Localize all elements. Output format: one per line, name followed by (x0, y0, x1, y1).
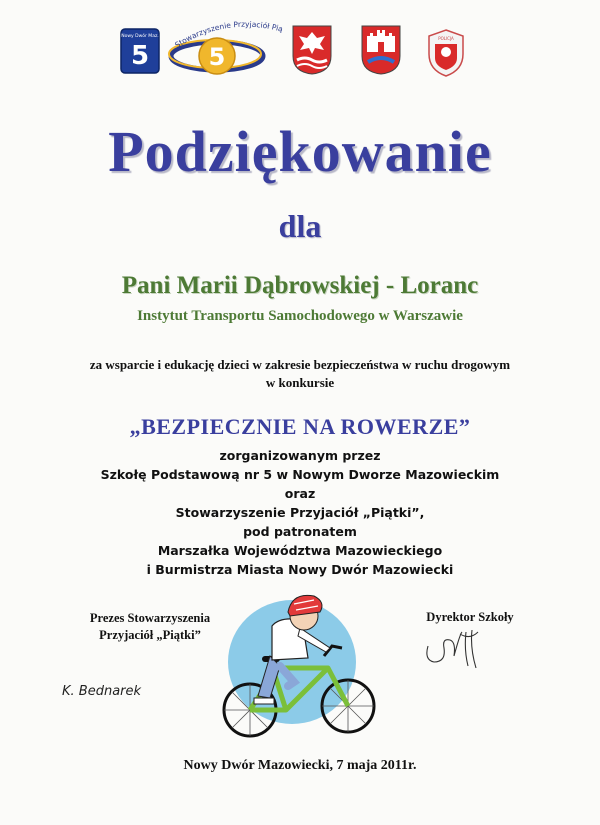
recipient-name: Pani Marii Dąbrowskiej - Loranc (121, 272, 479, 299)
castle-coat-of-arms-icon (360, 24, 402, 76)
signature-right-title: Dyrektor Szkoły (426, 610, 514, 624)
organizer-line: zorganizowanym przez (219, 448, 381, 463)
association-number: 5 (208, 43, 226, 71)
organizers-block (0, 446, 600, 579)
eagle-coat-of-arms-icon (291, 24, 333, 76)
signature-left-line-1: Prezes Stowarzyszenia (89, 611, 211, 625)
svg-text:POLICJA: POLICJA (438, 36, 454, 41)
place-date: Nowy Dwór Mazowiecki, 7 maja 2011r. (183, 758, 417, 773)
organizer-line: oraz (284, 486, 316, 501)
certificate-title: Podziękowanie (108, 119, 492, 184)
reason-line-2: w konkursie (265, 375, 335, 390)
organizer-line: Marszałka Województwa Mazowieckiego (157, 543, 443, 558)
for-label: dla (278, 208, 322, 244)
recipient-institution: Instytut Transportu Samochodowego w Warszawie (137, 308, 463, 324)
school-badge-number: 5 (130, 41, 150, 71)
police-logo-icon (425, 28, 467, 78)
organizer-line: i Burmistrza Miasta Nowy Dwór Mazowiecki (146, 562, 454, 577)
organizer-line: Szkołę Podstawową nr 5 w Nowym Dworze Mazowieckim (100, 467, 500, 482)
school-badge-logo (120, 28, 160, 74)
reason-line-1: za wsparcie i edukację dzieci w zakresie bezpieczeństwa w ruchu drogowym (89, 357, 511, 372)
association-logo (165, 18, 285, 80)
organizer-line: Stowarzyszenie Przyjaciół „Piątki”, (175, 505, 425, 520)
cyclist-illustration (210, 586, 390, 746)
association-arc-text: Stowarzyszenie Przyjaciół Pią (173, 19, 284, 50)
reason-text (0, 356, 600, 392)
school-badge-caption: Nowy Dwór Maz. (121, 34, 159, 39)
handwritten-signature-left: K. Bednarek (62, 684, 142, 699)
handwritten-signature-right (420, 626, 500, 676)
organizer-line: pod patronatem (243, 524, 357, 539)
signature-left-line-2: Przyjaciół „Piątki” (99, 628, 201, 642)
logos-row (0, 18, 600, 88)
contest-name: „BEZPIECZNIE NA ROWERZE” (129, 414, 471, 439)
